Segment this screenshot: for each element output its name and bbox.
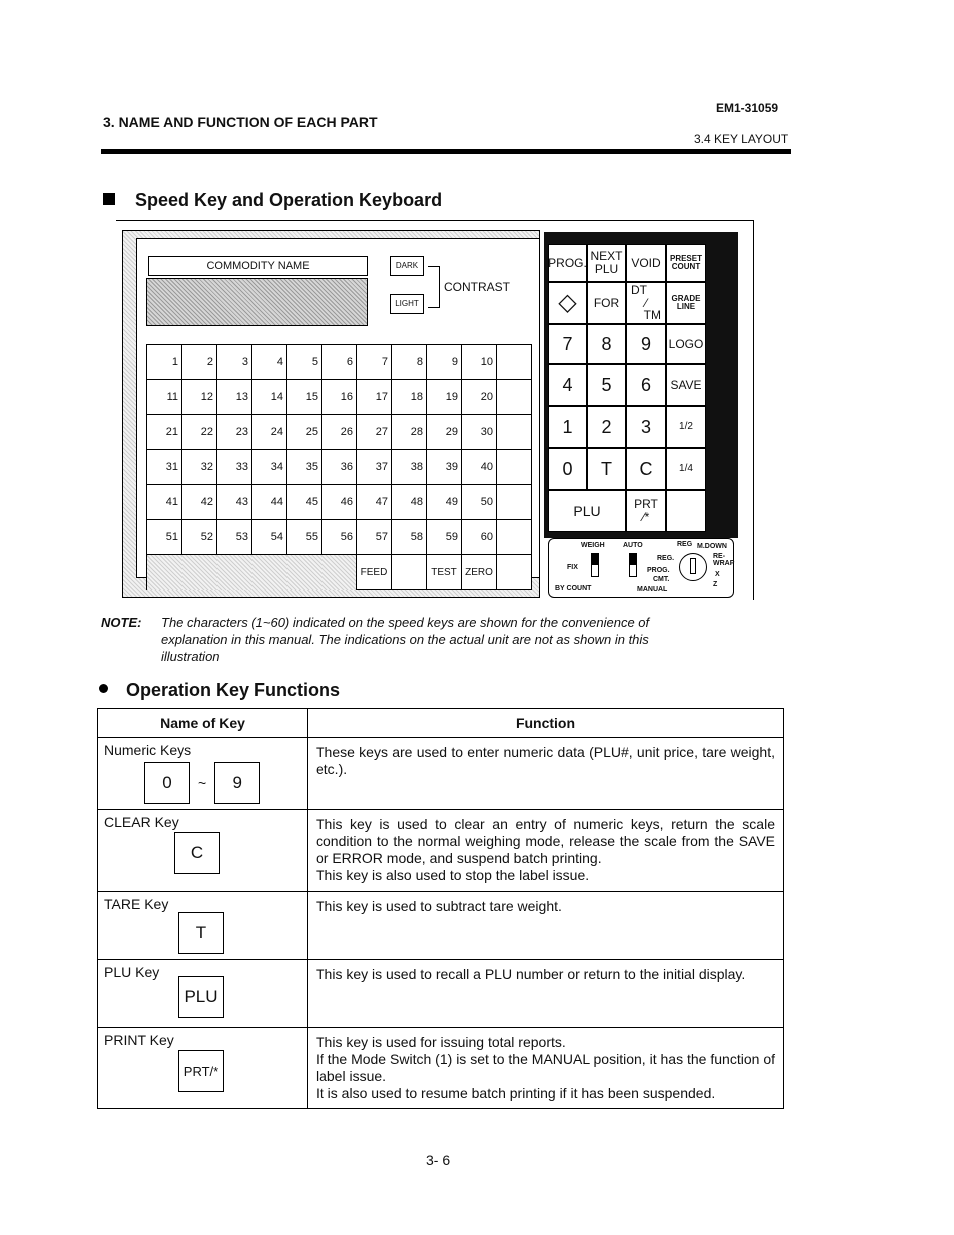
speed-key[interactable]: 25 <box>287 415 322 450</box>
speed-key[interactable]: 50 <box>462 485 497 520</box>
reg-dot-label: REG. <box>657 555 675 562</box>
speed-key-title: Speed Key and Operation Keyboard <box>103 190 442 211</box>
blank-key[interactable] <box>497 520 532 555</box>
speed-key[interactable]: 48 <box>392 485 427 520</box>
panel-fill <box>182 555 217 590</box>
speed-key[interactable]: 12 <box>182 380 217 415</box>
speed-key[interactable]: 30 <box>462 415 497 450</box>
key-7[interactable]: 7 <box>548 324 587 364</box>
by-count-label: BY COUNT <box>555 585 592 592</box>
feed-key[interactable]: FEED <box>357 555 392 590</box>
half-key[interactable]: 1/2 <box>666 406 706 448</box>
speed-key[interactable]: 20 <box>462 380 497 415</box>
prt-key[interactable]: PRT ⁄* <box>626 490 666 532</box>
save-key[interactable]: SAVE <box>666 364 706 406</box>
column-header-name: Name of Key <box>98 709 308 738</box>
speed-key[interactable]: 17 <box>357 380 392 415</box>
speed-key[interactable]: 18 <box>392 380 427 415</box>
document-code: EM1-31059 <box>716 101 779 115</box>
speed-key[interactable]: 59 <box>427 520 462 555</box>
speed-key[interactable]: 34 <box>252 450 287 485</box>
key-3[interactable]: 3 <box>626 406 666 448</box>
speed-key[interactable]: 51 <box>147 520 182 555</box>
dt-tm-key[interactable]: DT ⁄ TM <box>626 282 666 324</box>
key-c[interactable]: C <box>626 448 666 490</box>
speed-key[interactable]: 3 <box>217 345 252 380</box>
speed-key-grid <box>146 344 532 590</box>
speed-key[interactable]: 33 <box>217 450 252 485</box>
dark-key[interactable]: DARK <box>390 256 424 276</box>
reg-label: REG <box>677 541 693 548</box>
light-key[interactable]: LIGHT <box>390 294 424 314</box>
speed-key[interactable]: 28 <box>392 415 427 450</box>
key-slot-icon <box>690 558 696 574</box>
clear-key: C <box>174 832 220 874</box>
column-header-function: Function <box>308 709 784 738</box>
key-2[interactable]: 2 <box>587 406 626 448</box>
speed-key[interactable]: 60 <box>462 520 497 555</box>
re-wrap-label: RE-WRAP <box>713 553 735 567</box>
speed-key[interactable]: 56 <box>322 520 357 555</box>
table-row: TARE Key T This key is used to subtract tare weight. <box>98 892 784 960</box>
grade-line-key[interactable]: GRADE LINE <box>666 282 706 324</box>
speed-key[interactable]: 35 <box>287 450 322 485</box>
quarter-key[interactable]: 1/4 <box>666 448 706 490</box>
speed-key[interactable]: 8 <box>392 345 427 380</box>
keyboard-figure <box>116 220 754 600</box>
speed-key[interactable]: 36 <box>322 450 357 485</box>
speed-key[interactable]: 46 <box>322 485 357 520</box>
void-key[interactable]: VOID <box>626 244 666 282</box>
speed-key[interactable]: 40 <box>462 450 497 485</box>
next-plu-key[interactable]: NEXT PLU <box>587 244 626 282</box>
key-9[interactable]: 9 <box>626 324 666 364</box>
manual-label: MANUAL <box>637 586 668 593</box>
cmt-label: CMT. <box>653 576 670 583</box>
speed-key[interactable]: 49 <box>427 485 462 520</box>
numeric-key-0: 0 <box>144 762 190 804</box>
commodity-name-label: COMMODITY NAME <box>148 256 368 276</box>
speed-key[interactable]: 2 <box>182 345 217 380</box>
contrast-label: CONTRAST <box>444 280 510 294</box>
speed-key[interactable]: 45 <box>287 485 322 520</box>
speed-key[interactable]: 43 <box>217 485 252 520</box>
zero-key[interactable]: ZERO <box>462 555 497 590</box>
table-row: CLEAR Key C This key is used to clear an entry of numeric keys, return the scale condition to the normal weighing mode, release the scale from the SAVE or ERROR mode, and suspend batch printing. This key is also used to stop the label issue. <box>98 810 784 892</box>
test-key[interactable]: TEST <box>427 555 462 590</box>
tare-key: T <box>178 912 224 954</box>
key-1[interactable]: 1 <box>548 406 587 448</box>
slash-icon: ⁄ <box>644 295 647 310</box>
mode-switch-panel <box>548 538 734 598</box>
speed-key[interactable]: 54 <box>252 520 287 555</box>
speed-key[interactable]: 55 <box>287 520 322 555</box>
numeric-key-9: 9 <box>214 762 260 804</box>
table-row: PRINT Key PRT/* This key is used for issuing total reports. If the Mode Switch (1) is set to the MANUAL position, it has the function of label issue. It is also used to resume batch printing if it has been suspended. <box>98 1028 784 1109</box>
z-label: Z <box>713 581 718 588</box>
logo-key[interactable]: LOGO <box>666 324 706 364</box>
lcd-display <box>146 278 368 326</box>
speed-key[interactable]: 13 <box>217 380 252 415</box>
panel-fill <box>252 555 287 590</box>
blank-key[interactable] <box>497 485 532 520</box>
blank-key[interactable] <box>497 380 532 415</box>
weigh-fix-switch[interactable] <box>591 553 599 577</box>
section-heading: 3. NAME AND FUNCTION OF EACH PART <box>103 114 378 130</box>
weigh-label: WEIGH <box>581 542 605 549</box>
auto-label: AUTO <box>623 542 643 549</box>
plu-key-box: PLU <box>178 976 224 1018</box>
panel-fill <box>287 555 322 590</box>
key-5[interactable]: 5 <box>587 364 626 406</box>
speed-key[interactable]: 26 <box>322 415 357 450</box>
blank-key[interactable] <box>497 345 532 380</box>
speed-key[interactable]: 1 <box>147 345 182 380</box>
speed-key[interactable]: 24 <box>252 415 287 450</box>
square-bullet-icon <box>103 193 115 205</box>
speed-key[interactable]: 15 <box>287 380 322 415</box>
speed-key[interactable]: 53 <box>217 520 252 555</box>
speed-key[interactable]: 11 <box>147 380 182 415</box>
bullet-icon <box>99 684 108 693</box>
auto-manual-switch[interactable] <box>629 553 637 577</box>
speed-key[interactable]: 10 <box>462 345 497 380</box>
key-8[interactable]: 8 <box>587 324 626 364</box>
subsection-heading: 3.4 KEY LAYOUT <box>694 132 789 146</box>
speed-key[interactable]: 41 <box>147 485 182 520</box>
speed-key[interactable]: 29 <box>427 415 462 450</box>
speed-key[interactable]: 52 <box>182 520 217 555</box>
for-key[interactable]: FOR <box>587 282 626 324</box>
speed-key[interactable]: 9 <box>427 345 462 380</box>
panel-fill <box>322 555 357 590</box>
speed-key[interactable]: 57 <box>357 520 392 555</box>
speed-key[interactable]: 16 <box>322 380 357 415</box>
speed-key[interactable]: 7 <box>357 345 392 380</box>
blank-key[interactable] <box>392 555 427 590</box>
operation-key-title: Operation Key Functions <box>99 680 340 701</box>
speed-key[interactable]: 37 <box>357 450 392 485</box>
speed-key[interactable]: 42 <box>182 485 217 520</box>
blank-key[interactable] <box>666 490 706 532</box>
diamond-key[interactable] <box>548 282 587 324</box>
note-label: NOTE: <box>101 615 142 630</box>
table-row: PLU Key PLU This key is used to recall a PLU number or return to the initial display. <box>98 960 784 1028</box>
diamond-icon: ◇ <box>558 289 577 317</box>
speed-key[interactable]: 47 <box>357 485 392 520</box>
x-label: X <box>715 571 720 578</box>
speed-key[interactable]: 58 <box>392 520 427 555</box>
blank-key[interactable] <box>497 450 532 485</box>
speed-key[interactable]: 23 <box>217 415 252 450</box>
speed-key[interactable]: 31 <box>147 450 182 485</box>
speed-key[interactable]: 27 <box>357 415 392 450</box>
speed-key[interactable]: 32 <box>182 450 217 485</box>
speed-key[interactable]: 19 <box>427 380 462 415</box>
page-number: 3- 6 <box>426 1152 451 1168</box>
prog-key[interactable]: PROG. <box>548 244 587 282</box>
key-6[interactable]: 6 <box>626 364 666 406</box>
panel-fill <box>217 555 252 590</box>
fix-label: FIX <box>567 564 578 571</box>
speed-key[interactable]: 22 <box>182 415 217 450</box>
key-function-table <box>97 708 784 1109</box>
m-down-label: M.DOWN <box>697 543 727 550</box>
speed-key[interactable]: 14 <box>252 380 287 415</box>
speed-key[interactable]: 38 <box>392 450 427 485</box>
key-0[interactable]: 0 <box>548 448 587 490</box>
operation-key-grid <box>548 244 706 532</box>
prog-label: PROG. <box>647 567 670 574</box>
speed-key[interactable]: 44 <box>252 485 287 520</box>
note-block: NOTE: The characters (1~60) indicated on the speed keys are shown for the convenience of explanation in this manual. The indications on the actual unit are not as shown in this illustration <box>101 615 650 664</box>
speed-key[interactable]: 39 <box>427 450 462 485</box>
speed-key[interactable]: 21 <box>147 415 182 450</box>
blank-key[interactable] <box>497 415 532 450</box>
contrast-bracket <box>428 266 440 308</box>
key-4[interactable]: 4 <box>548 364 587 406</box>
blank-key[interactable] <box>497 555 532 590</box>
panel-fill <box>147 555 182 590</box>
preset-count-key[interactable]: PRESET COUNT <box>666 244 706 282</box>
key-t[interactable]: T <box>587 448 626 490</box>
plu-key[interactable]: PLU <box>548 490 626 532</box>
prt-slash-icon: ⁄* <box>642 510 650 524</box>
header-rule <box>101 149 791 154</box>
speed-key[interactable]: 4 <box>252 345 287 380</box>
speed-key[interactable]: 5 <box>287 345 322 380</box>
speed-key[interactable]: 6 <box>322 345 357 380</box>
print-key-box: PRT/* <box>178 1050 224 1092</box>
table-row: Numeric Keys 0 ~ 9 These keys are used to enter numeric data (PLU#, unit price, tare weight, etc.). <box>98 738 784 810</box>
